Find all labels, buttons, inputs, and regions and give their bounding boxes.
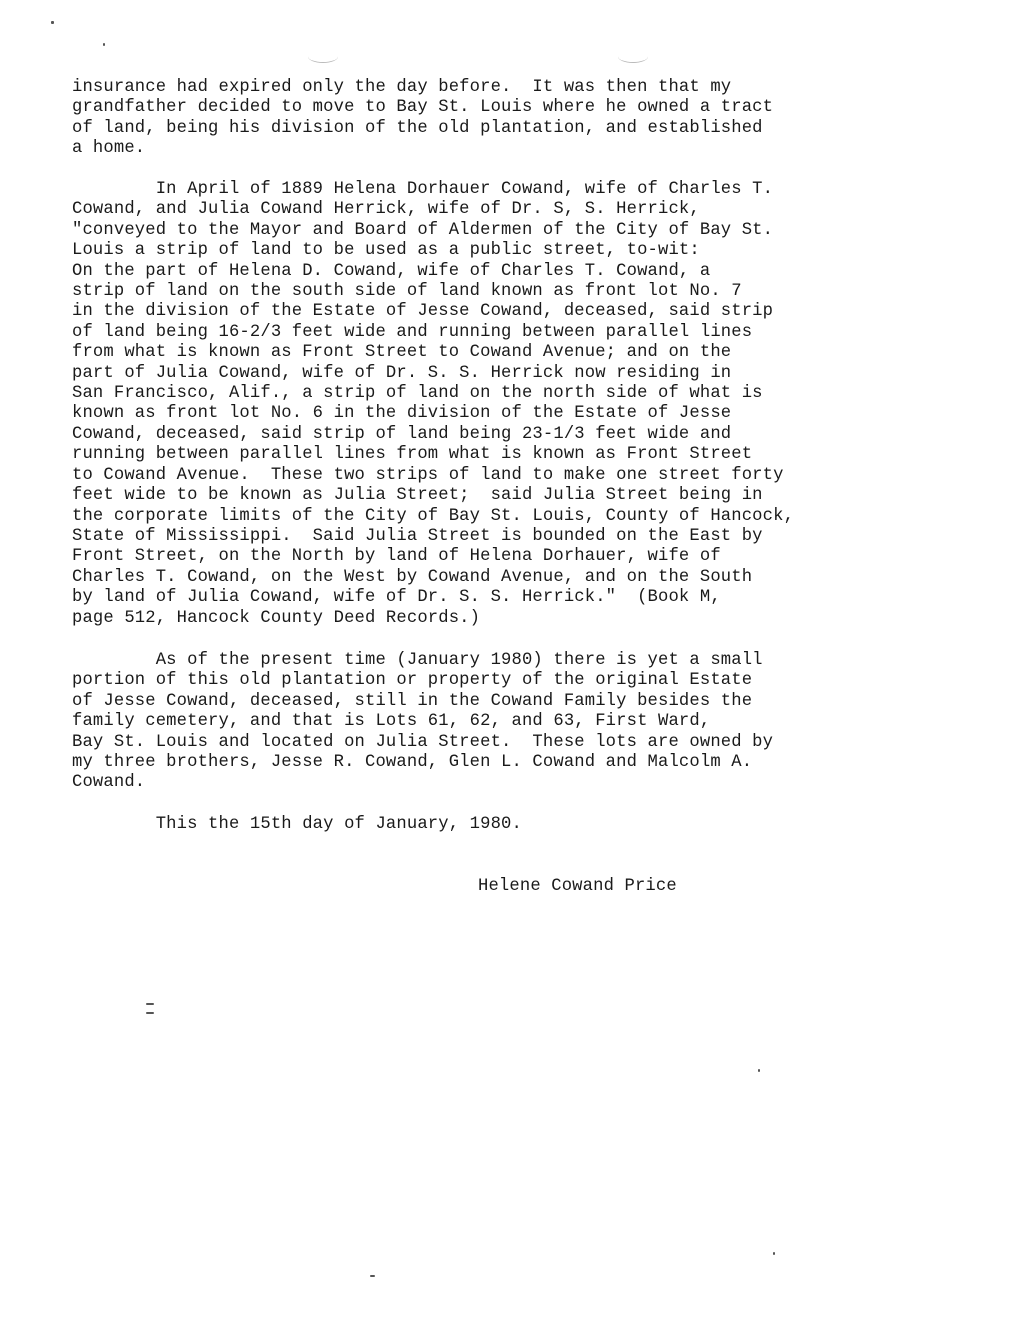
text-line: page 512, Hancock County Deed Records.) [72,608,481,628]
text-line: from what is known as Front Street to Cowand Avenue; and on the [72,343,732,363]
text-line: to Cowand Avenue. These two strips of land to make one street forty [72,465,784,485]
hole-punch-mark-left [308,50,338,63]
text-line: Bay St. Louis and located on Julia Street. These lots are owned by [72,732,774,752]
text-line: a home. [72,139,146,159]
text-line: portion of this old plantation or property of the original Estate [72,671,753,691]
text-line: of land being 16-2/3 feet wide and running between parallel lines [72,322,753,342]
ink-speck [51,21,54,24]
ink-speck [146,1012,154,1014]
ink-speck [370,1275,375,1277]
text-line: of Jesse Cowand, deceased, still in the Cowand Family besides the [72,691,753,711]
text-line: by land of Julia Cowand, wife of Dr. S. S. Herrick." (Book M, [72,588,721,608]
text-line: grandfather decided to move to Bay St. Louis where he owned a tract [72,98,774,118]
text-line: "conveyed to the Mayor and Board of Aldermen of the City of Bay St. [72,220,774,240]
signature-name: Helene Cowand Price [478,877,677,896]
text-line: As of the present time (January 1980) there is yet a small [72,651,763,670]
text-line: Cowand, deceased, said strip of land being 23-1/3 feet wide and [72,424,732,444]
text-line: Cowand. [72,773,146,793]
text-line: of land, being his division of the old plantation, and established [72,118,763,138]
text-line: family cemetery, and that is Lots 61, 62, and 63, First Ward, [72,712,711,732]
paragraph-insurance [72,78,922,160]
ink-speck [103,43,105,46]
ink-speck [758,1069,760,1072]
dateline-text: This the 15th day of January, 1980. [72,815,522,834]
text-line: On the part of Helena D. Cowand, wife of Charles T. Cowand, a [72,261,711,281]
paragraph-present-time [72,651,922,794]
text-line: Louis a strip of land to be used as a public street, to-wit: [72,241,700,261]
text-line: known as front lot No. 6 in the division of the Estate of Jesse [72,404,732,424]
dateline [72,815,922,835]
ink-speck [773,1252,775,1255]
text-line: part of Julia Cowand, wife of Dr. S. S. Herrick now residing in [72,363,732,383]
text-line: my three brothers, Jesse R. Cowand, Glen L. Cowand and Malcolm A. [72,753,753,773]
text-line: the corporate limits of the City of Bay St. Louis, County of Hancock, [72,506,795,526]
text-line: in the division of the Estate of Jesse Cowand, deceased, said strip [72,302,774,322]
text-line: running between parallel lines from what is known as Front Street [72,445,753,465]
text-line: Charles T. Cowand, on the West by Cowand Avenue, and on the South [72,567,753,587]
text-line: In April of 1889 Helena Dorhauer Cowand, wife of Charles T. [72,180,774,199]
text-line: San Francisco, Alif., a strip of land on the north side of what is [72,384,763,404]
text-line: Cowand, and Julia Cowand Herrick, wife of Dr. S, S. Herrick, [72,200,700,220]
ink-speck [146,1003,154,1005]
paragraph-julia-street-deed [72,180,922,629]
text-line: feet wide to be known as Julia Street; said Julia Street being in [72,486,763,506]
text-line: strip of land on the south side of land known as front lot No. 7 [72,282,742,302]
text-line: Front Street, on the North by land of Helena Dorhauer, wife of [72,547,721,567]
text-line: insurance had expired only the day before. It was then that my [72,78,732,97]
text-line: State of Mississippi. Said Julia Street is bounded on the East by [72,526,763,546]
hole-punch-mark-right [618,50,648,63]
